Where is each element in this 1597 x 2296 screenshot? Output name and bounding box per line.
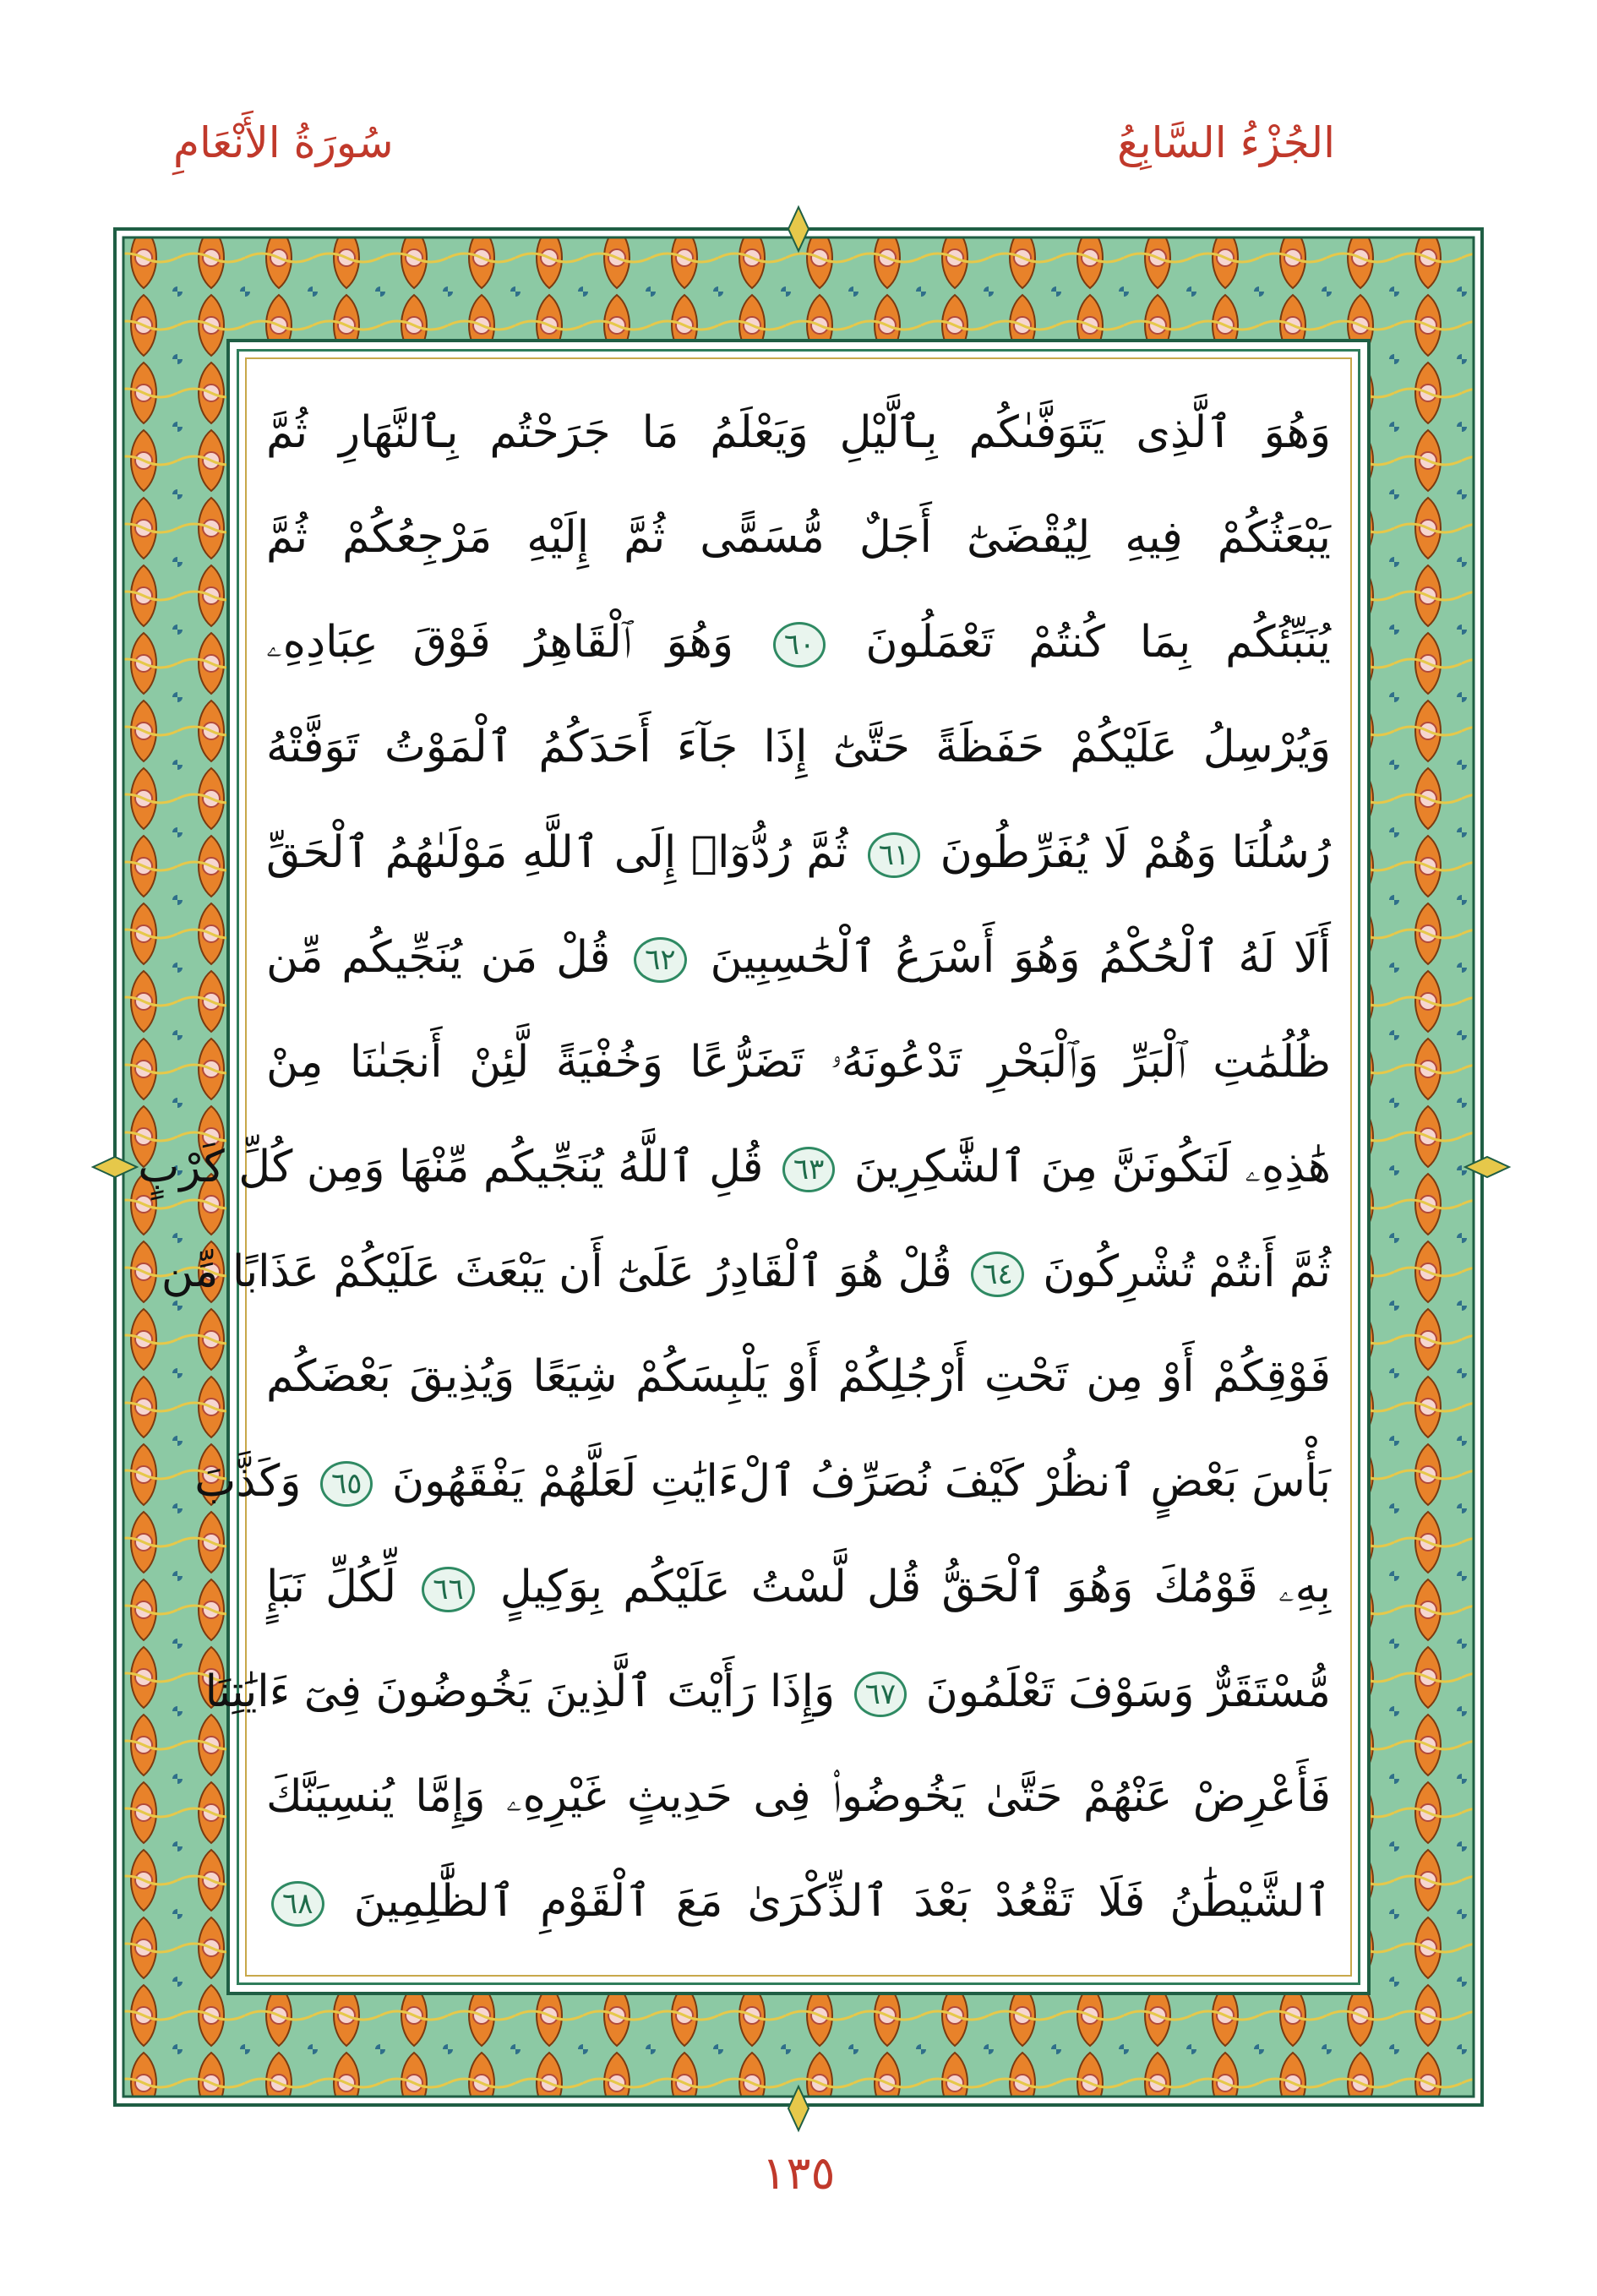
text-line: ثُمَّ أَنتُمْ تُشْرِكُونَ ٦٤ قُلْ هُوَ ٱلْقَادِرُ عَلَىٰٓ أَن يَبْعَثَ عَلَيْكُمْ عَذَابًا مِّن: [161, 1246, 1331, 1298]
text-line: مُّسْتَقَرٌّ وَسَوْفَ تَعْلَمُونَ ٦٧ وَإِذَا رَأَيْتَ ٱلَّذِينَ يَخُوضُونَ فِىٓ ءَايَٰتِنَا: [204, 1666, 1331, 1717]
text-line: وَيُرْسِلُ عَلَيْكُمْ حَفَظَةً حَتَّىٰٓ إِذَا جَآءَ أَحَدَكُمُ ٱلْمَوْتُ تَوَفَّتْهُ: [266, 722, 1331, 773]
ayah-marker: ٦٤: [971, 1252, 1024, 1297]
ayah-marker: ٦٧: [854, 1672, 908, 1717]
ayah-marker: ٦٦: [422, 1567, 475, 1612]
page-number: ١٣٥: [761, 2146, 836, 2200]
decorative-frame: [110, 224, 1487, 2110]
ayah-marker: ٦٥: [320, 1461, 373, 1507]
text-line: فَوْقِكُمْ أَوْ مِن تَحْتِ أَرْجُلِكُمْ أَوْ يَلْبِسَكُمْ شِيَعًا وَيُذِيقَ بَعْضَكُم: [266, 1351, 1331, 1403]
ayah-marker: ٦٣: [782, 1147, 836, 1192]
text-line: بِهِۦ قَوْمُكَ وَهُوَ ٱلْحَقُّ قُل لَّسْتُ عَلَيْكُم بِوَكِيلٍ ٦٦ لِّكُلِّ نَبَإٍ: [266, 1561, 1331, 1612]
text-panel: [138, 349, 1360, 1985]
text-line: يَبْعَثُكُمْ فِيهِ لِيُقْضَىٰٓ أَجَلٌ مُّسَمًّى ثُمَّ إِلَيْهِ مَرْجِعُكُمْ ثُمَّ: [266, 512, 1331, 564]
text-line: هَٰذِهِۦ لَنَكُونَنَّ مِنَ ٱلشَّٰكِرِينَ ٦٣ قُلِ ٱللَّهُ يُنَجِّيكُم مِّنْهَا وَمِن كُلِّ كَرْبٍ: [138, 1141, 1331, 1192]
text-line: بَأْسَ بَعْضٍ ٱنظُرْ كَيْفَ نُصَرِّفُ ٱلْءَايَٰتِ لَعَلَّهُمْ يَفْقَهُونَ ٦٥ وَكَذَّبَ: [194, 1456, 1331, 1508]
text-line: أَلَا لَهُ ٱلْحُكْمُ وَهُوَ أَسْرَعُ ٱلْحَٰسِبِينَ ٦٢ قُلْ مَن يُنَجِّيكُم مِّن: [266, 931, 1331, 983]
text-line: وَهُوَ ٱلَّذِى يَتَوَفَّىٰكُم بِٱلَّيْلِ وَيَعْلَمُ مَا جَرَحْتُم بِٱلنَّهَارِ ثُمَّ: [266, 407, 1331, 458]
surah-title: سُورَةُ الأَنْعَامِ: [173, 118, 394, 167]
verse-lines: [138, 385, 1331, 1949]
text-line: رُسُلُنَا وَهُمْ لَا يُفَرِّطُونَ ٦١ ثُمَّ رُدُّوٓا۟ إِلَى ٱللَّهِ مَوْلَىٰهُمُ ٱلْحَقِّ: [266, 826, 1331, 878]
juz-title: الجُزْءُ السَّابِعُ: [1117, 118, 1335, 167]
text-line: ظُلُمَٰتِ ٱلْبَرِّ وَٱلْبَحْرِ تَدْعُونَهُۥ تَضَرُّعًا وَخُفْيَةً لَّئِنْ أَنجَىٰنَا مِنْ: [266, 1036, 1331, 1088]
ayah-marker: ٦٢: [634, 937, 687, 983]
text-line: ٱلشَّيْطَٰنُ فَلَا تَقْعُدْ بَعْدَ ٱلذِّكْرَىٰ مَعَ ٱلْقَوْمِ ٱلظَّٰلِمِينَ ٦٨: [266, 1854, 1331, 1949]
ayah-marker: ٦٠: [773, 622, 826, 668]
text-line: يُنَبِّئُكُم بِمَا كُنتُمْ تَعْمَلُونَ ٦٠ وَهُوَ ٱلْقَاهِرُ فَوْقَ عِبَادِهِۦ: [266, 617, 1331, 668]
ayah-marker: ٦١: [868, 832, 921, 878]
text-line: فَأَعْرِضْ عَنْهُمْ حَتَّىٰ يَخُوضُوا۟ فِى حَدِيثٍ غَيْرِهِۦ وَإِمَّا يُنسِيَنَّكَ: [266, 1770, 1331, 1822]
ayah-marker: ٦٨: [271, 1881, 324, 1927]
